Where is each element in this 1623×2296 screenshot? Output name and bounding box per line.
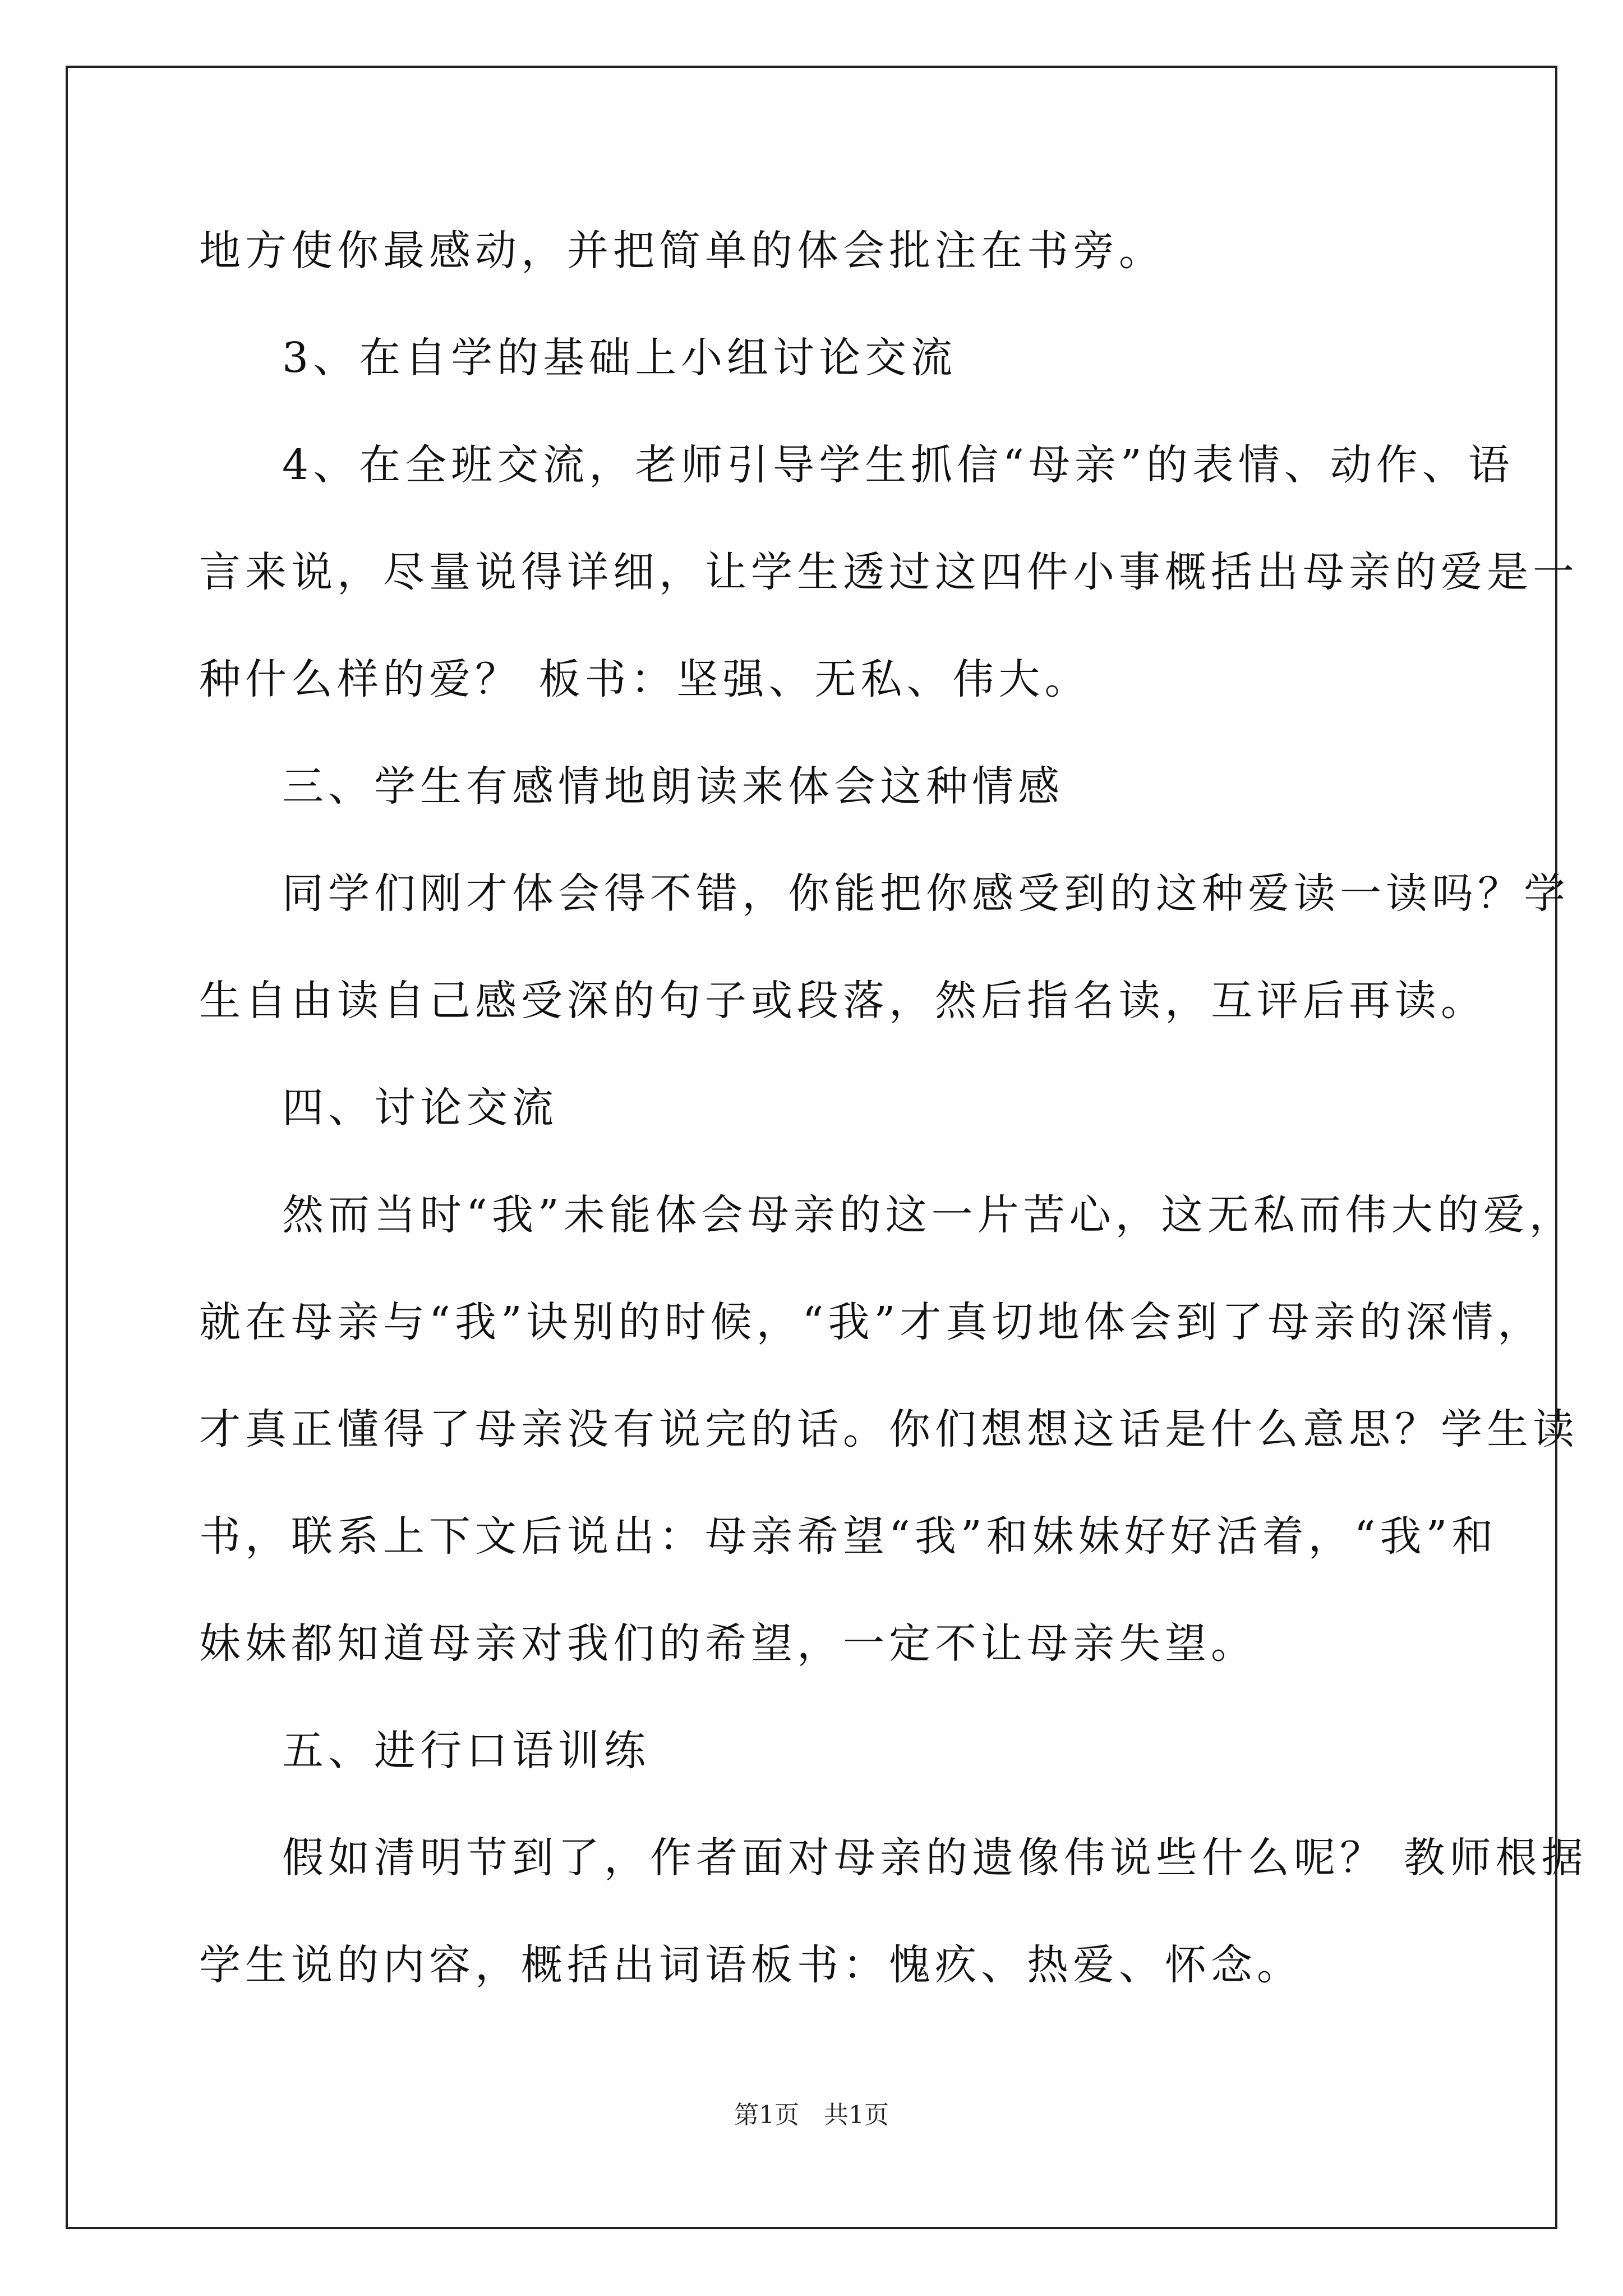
page-footer: 第1页 共1页 <box>734 2101 889 2129</box>
text-line: 同学们刚才体会得不错，你能把你感受到的这种爱读一读吗？学 <box>282 869 1570 918</box>
text-line: 3、在自学的基础上小组讨论交流 <box>282 334 957 382</box>
text-line: 学生说的内容，概括出词语板书：愧疚、热爱、怀念。 <box>199 1941 1303 1989</box>
text-line: 妹妹都知道母亲对我们的希望，一定不让母亲失望。 <box>199 1619 1257 1668</box>
text-line: 书，联系上下文后说出：母亲希望“我”和妹妹好好活着，“我”和 <box>199 1512 1498 1561</box>
text-line: 然而当时“我”未能体会母亲的这一片苦心，这无私而伟大的爱， <box>282 1191 1575 1239</box>
text-line: 五、进行口语训练 <box>282 1727 650 1775</box>
text-line: 四、讨论交流 <box>282 1084 558 1132</box>
text-line: 假如清明节到了，作者面对母亲的遗像伟说些什么呢？ 教师根据 <box>282 1834 1588 1882</box>
text-line: 才真正懂得了母亲没有说完的话。你们想想这话是什么意思？学生读 <box>199 1405 1579 1453</box>
text-line: 生自由读自己感受深的句子或段落，然后指名读，互评后再读。 <box>199 977 1487 1025</box>
text-line: 4、在全班交流，老师引导学生抓信“母亲”的表情、动作、语 <box>282 441 1514 489</box>
text-line: 三、学生有感情地朗读来体会这种情感 <box>282 762 1064 811</box>
text-line: 种什么样的爱？ 板书：坚强、无私、伟大。 <box>199 655 1091 703</box>
text-line: 地方使你最感动，并把简单的体会批注在书旁。 <box>199 227 1165 275</box>
text-line: 就在母亲与“我”诀别的时候，“我”才真切地体会到了母亲的深情， <box>199 1298 1544 1346</box>
page-border <box>66 66 1557 2229</box>
text-line: 言来说，尽量说得详细，让学生透过这四件小事概括出母亲的爱是一 <box>199 548 1579 596</box>
